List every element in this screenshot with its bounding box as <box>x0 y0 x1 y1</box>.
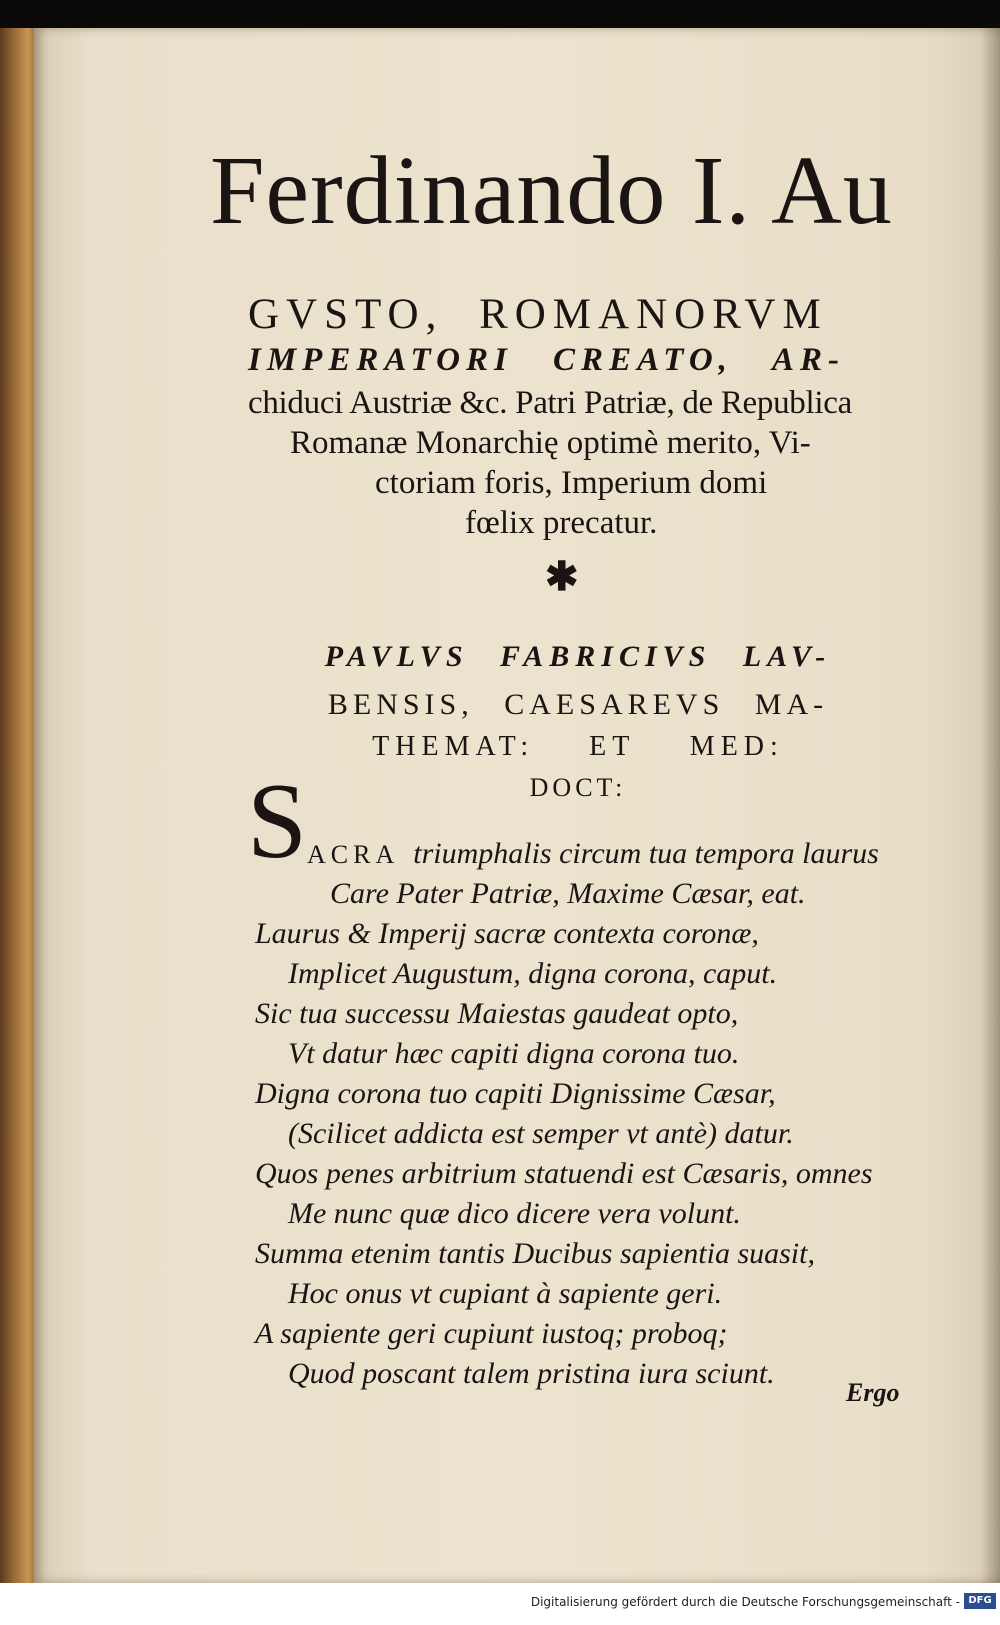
author-line-2: BENSIS, CAESAREVS MA- <box>327 688 829 721</box>
verse-line: Me nunc quæ dico dicere vera volunt. <box>288 1197 741 1230</box>
verse-line: Hoc onus vt cupiant à sapiente geri. <box>288 1277 723 1310</box>
drop-cap: S <box>247 762 308 881</box>
title-line-3: chiduci Austriæ &c. Patri Patriæ, de Republica <box>248 385 852 421</box>
verse-line: Quos penes arbitrium statuendi est Cæsaris, omnes <box>255 1157 873 1190</box>
poem-first-caps: ACRA <box>307 840 400 869</box>
page-gutter-shadow <box>980 28 1000 1583</box>
verse-line: Implicet Augustum, digna corona, caput. <box>288 957 778 990</box>
poem-first-line <box>307 837 879 871</box>
verse-line: A sapiente geri cupiunt iustoq; proboq; <box>255 1317 728 1350</box>
title-line-2: IMPERATORI CREATO, AR- <box>248 342 845 378</box>
verse-line: Laurus & Imperij sacræ contexta coronæ, <box>255 917 759 950</box>
verse-line: Digna corona tuo capiti Dignissime Cæsar, <box>255 1077 776 1110</box>
footer-bar <box>0 1583 1000 1625</box>
verse-line: Vt datur hæc capiti digna corona tuo. <box>288 1037 740 1070</box>
catchword: Ergo <box>846 1378 900 1407</box>
author-line-4: DOCT: <box>529 773 627 802</box>
title-line-4: Romanæ Monarchię optimè merito, Vi- <box>290 425 811 461</box>
verse-line: Sic tua successu Maiestas gaudeat opto, <box>255 997 739 1030</box>
author-line-3: THEMAT: ET MED: <box>372 731 784 762</box>
verse-line: Quod poscant talem pristina iura sciunt. <box>288 1357 775 1390</box>
author-line-1: PAVLVS FABRICIVS LAV- <box>324 640 832 673</box>
verse-line: Care Pater Patriæ, Maxime Cæsar, eat. <box>330 877 806 910</box>
poem-first-rest: triumphalis circum tua tempora laurus <box>413 837 879 870</box>
verse-line: (Scilicet addicta est semper vt antè) datur. <box>288 1117 794 1150</box>
dfg-logo: DFG <box>964 1593 996 1609</box>
footer-credit: Digitalisierung gefördert durch die Deutsche Forschungsgemeinschaft - <box>530 1595 960 1609</box>
title-line-5: ctoriam foris, Imperium domi <box>375 465 768 501</box>
ornament-asterisk: ✱ <box>545 554 579 599</box>
title-line-1: GVSTO, ROMANORVM <box>248 291 828 338</box>
title-line-6: fœlix precatur. <box>465 505 658 541</box>
page-heading: Ferdinando I. Au <box>210 137 893 245</box>
verse-line: Summa etenim tantis Ducibus sapientia suasit, <box>255 1237 815 1270</box>
